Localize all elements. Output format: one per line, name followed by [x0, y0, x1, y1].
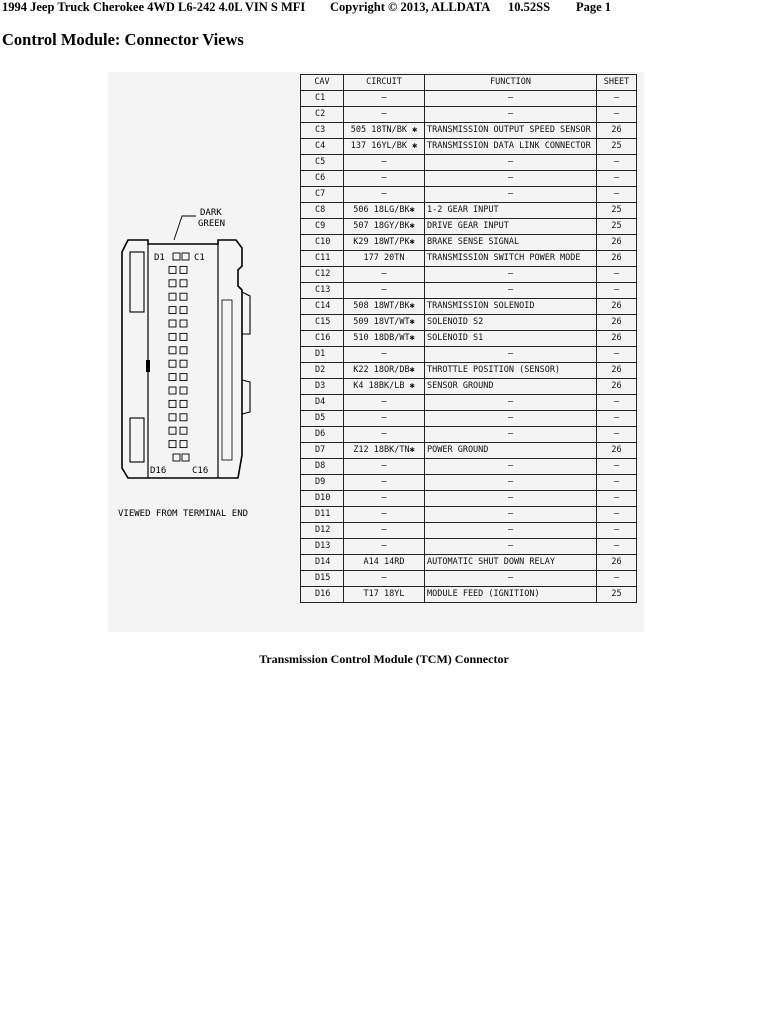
figure-caption: Transmission Control Module (TCM) Connector	[259, 652, 509, 666]
cav-cell: C5	[301, 155, 344, 171]
table-row	[301, 267, 637, 283]
table-row	[301, 491, 637, 507]
connector-tab-right-top	[242, 292, 250, 334]
circuit-cell: 509 18VT/WT✱	[344, 315, 425, 331]
sheet-cell: —	[597, 523, 637, 539]
cav-cell: D2	[301, 363, 344, 379]
circuit-cell: T17 18YL	[344, 587, 425, 603]
function-cell: —	[425, 395, 597, 411]
sheet-cell: 25	[597, 219, 637, 235]
sheet-cell: 26	[597, 123, 637, 139]
circuit-cell: 510 18DB/WT✱	[344, 331, 425, 347]
cav-cell: C15	[301, 315, 344, 331]
function-cell: —	[425, 347, 597, 363]
circuit-cell: —	[344, 507, 425, 523]
sheet-cell: 26	[597, 363, 637, 379]
sheet-cell: —	[597, 187, 637, 203]
table-row	[301, 315, 637, 331]
table-row	[301, 171, 637, 187]
pin-cavity	[169, 266, 176, 273]
cav-cell: C4	[301, 139, 344, 155]
cav-cell: D15	[301, 571, 344, 587]
sheet-cell: —	[597, 283, 637, 299]
function-cell: —	[425, 459, 597, 475]
table-row	[301, 203, 637, 219]
table-row	[301, 443, 637, 459]
sheet-cell: 26	[597, 299, 637, 315]
table-row	[301, 555, 637, 571]
pin-label-c1: C1	[194, 253, 205, 263]
table-row	[301, 251, 637, 267]
circuit-cell: —	[344, 347, 425, 363]
table-row	[301, 123, 637, 139]
pin-cavity	[180, 307, 187, 314]
pin-cavity	[180, 427, 187, 434]
pin-cavity	[182, 454, 189, 461]
cav-cell: D14	[301, 555, 344, 571]
function-cell: —	[425, 539, 597, 555]
circuit-cell: —	[344, 107, 425, 123]
table-row	[301, 235, 637, 251]
circuit-cell: K29 18WT/PK✱	[344, 235, 425, 251]
pin-cavity	[169, 333, 176, 340]
cav-cell: C2	[301, 107, 344, 123]
pin-cavity	[169, 400, 176, 407]
header-page-number: Page 1	[576, 0, 612, 14]
circuit-cell: —	[344, 571, 425, 587]
cav-cell: D3	[301, 379, 344, 395]
cav-cell: C7	[301, 187, 344, 203]
pin-label-c16: C16	[192, 466, 209, 476]
sheet-cell: —	[597, 459, 637, 475]
circuit-cell: —	[344, 427, 425, 443]
pin-cavity	[180, 293, 187, 300]
function-cell: SOLENOID S2	[425, 315, 597, 331]
function-cell: —	[425, 427, 597, 443]
function-cell: —	[425, 523, 597, 539]
pin-cavity	[169, 414, 176, 421]
connector-latch-left-top	[130, 252, 144, 312]
table-header-row	[301, 75, 637, 91]
sheet-cell: —	[597, 491, 637, 507]
function-cell: —	[425, 187, 597, 203]
page-header	[0, 0, 768, 16]
header-copyright: Copyright © 2013, ALLDATA	[330, 0, 491, 14]
pin-cavity	[169, 427, 176, 434]
cav-cell: D4	[301, 395, 344, 411]
cav-cell: D16	[301, 587, 344, 603]
function-cell: BRAKE SENSE SIGNAL	[425, 235, 597, 251]
sheet-cell: 25	[597, 139, 637, 155]
table-row	[301, 475, 637, 491]
cav-cell: D10	[301, 491, 344, 507]
circuit-cell: —	[344, 459, 425, 475]
pin-label-d1: D1	[154, 253, 165, 263]
function-cell: —	[425, 491, 597, 507]
connector-notch-left	[146, 360, 150, 372]
page-title: Control Module: Connector Views	[2, 30, 244, 49]
connector-drawing	[108, 200, 268, 500]
header-sheet: SHEET	[597, 75, 637, 91]
cav-cell: C9	[301, 219, 344, 235]
table-row	[301, 139, 637, 155]
function-cell: —	[425, 155, 597, 171]
pin-cavity	[169, 360, 176, 367]
circuit-cell: —	[344, 523, 425, 539]
circuit-cell: —	[344, 539, 425, 555]
cav-cell: C13	[301, 283, 344, 299]
cav-cell: D13	[301, 539, 344, 555]
sheet-cell: —	[597, 107, 637, 123]
sheet-cell: —	[597, 267, 637, 283]
table-row	[301, 587, 637, 603]
function-cell: —	[425, 91, 597, 107]
pin-cavity	[169, 374, 176, 381]
circuit-cell: 506 18LG/BK✱	[344, 203, 425, 219]
color-label-line2: GREEN	[198, 219, 226, 229]
function-cell: SOLENOID S1	[425, 331, 597, 347]
table-row	[301, 571, 637, 587]
cav-cell: D12	[301, 523, 344, 539]
pin-cavity	[182, 253, 189, 260]
circuit-cell: —	[344, 155, 425, 171]
sheet-cell: 26	[597, 331, 637, 347]
header-cav: CAV	[301, 75, 344, 91]
pin-cavity	[169, 307, 176, 314]
function-cell: TRANSMISSION SWITCH POWER MODE	[425, 251, 597, 267]
table-row	[301, 427, 637, 443]
table-row	[301, 219, 637, 235]
table-row	[301, 507, 637, 523]
circuit-cell: Z12 18BK/TN✱	[344, 443, 425, 459]
pin-cavity	[169, 293, 176, 300]
cav-cell: C11	[301, 251, 344, 267]
pin-cavity	[180, 374, 187, 381]
header-function: FUNCTION	[425, 75, 597, 91]
function-cell: THROTTLE POSITION (SENSOR)	[425, 363, 597, 379]
table-row	[301, 379, 637, 395]
pin-cavity	[180, 387, 187, 394]
table-row	[301, 347, 637, 363]
pin-cavity	[180, 280, 187, 287]
cav-cell: D6	[301, 427, 344, 443]
function-cell: —	[425, 507, 597, 523]
header-code: 10.52SS	[508, 0, 551, 14]
connector-body	[148, 244, 218, 478]
sheet-cell: —	[597, 507, 637, 523]
table-row	[301, 107, 637, 123]
table-row	[301, 187, 637, 203]
cav-cell: D1	[301, 347, 344, 363]
viewed-from-label: VIEWED FROM TERMINAL END	[118, 509, 249, 519]
function-cell: POWER GROUND	[425, 443, 597, 459]
function-cell: TRANSMISSION OUTPUT SPEED SENSOR	[425, 123, 597, 139]
pin-cavity	[180, 360, 187, 367]
pin-grid	[169, 253, 189, 461]
circuit-cell: 507 18GY/BK✱	[344, 219, 425, 235]
table-row	[301, 411, 637, 427]
sheet-cell: 25	[597, 587, 637, 603]
cav-cell: D11	[301, 507, 344, 523]
cav-cell: C1	[301, 91, 344, 107]
cav-cell: D9	[301, 475, 344, 491]
function-cell: —	[425, 571, 597, 587]
pin-cavity	[180, 320, 187, 327]
header-circuit: CIRCUIT	[344, 75, 425, 91]
cav-cell: C12	[301, 267, 344, 283]
function-cell: 1-2 GEAR INPUT	[425, 203, 597, 219]
function-cell: —	[425, 267, 597, 283]
function-cell: SENSOR GROUND	[425, 379, 597, 395]
sheet-cell: 26	[597, 315, 637, 331]
function-cell: —	[425, 171, 597, 187]
circuit-cell: —	[344, 475, 425, 491]
sheet-cell: —	[597, 171, 637, 187]
table-body	[301, 91, 637, 603]
cav-cell: C3	[301, 123, 344, 139]
table-row	[301, 331, 637, 347]
sheet-cell: 26	[597, 379, 637, 395]
connector-rib-right	[222, 300, 232, 460]
pin-cavity	[180, 347, 187, 354]
connector-latch-left-bottom	[130, 418, 144, 462]
color-label-line1: DARK	[200, 208, 222, 218]
pin-cavity	[180, 441, 187, 448]
pin-cavity	[180, 266, 187, 273]
connector-tab-right-bottom	[242, 380, 250, 414]
sheet-cell: —	[597, 395, 637, 411]
circuit-cell: 508 18WT/BK✱	[344, 299, 425, 315]
pin-cavity	[180, 400, 187, 407]
function-cell: DRIVE GEAR INPUT	[425, 219, 597, 235]
cav-cell: C16	[301, 331, 344, 347]
function-cell: —	[425, 411, 597, 427]
circuit-cell: 177 20TN	[344, 251, 425, 267]
function-cell: —	[425, 283, 597, 299]
sheet-cell: 26	[597, 555, 637, 571]
cav-cell: D8	[301, 459, 344, 475]
pin-cavity	[180, 333, 187, 340]
function-cell: MODULE FEED (IGNITION)	[425, 587, 597, 603]
table-row	[301, 523, 637, 539]
pin-cavity	[169, 387, 176, 394]
table-row	[301, 283, 637, 299]
cav-cell: D7	[301, 443, 344, 459]
sheet-cell: 26	[597, 251, 637, 267]
function-cell: —	[425, 107, 597, 123]
pin-cavity	[173, 253, 180, 260]
sheet-cell: —	[597, 475, 637, 491]
function-cell: —	[425, 475, 597, 491]
circuit-cell: K4 18BK/LB ✱	[344, 379, 425, 395]
table-row	[301, 459, 637, 475]
table-row	[301, 539, 637, 555]
pin-label-d16: D16	[150, 466, 167, 476]
pin-cavity	[169, 280, 176, 287]
circuit-cell: —	[344, 267, 425, 283]
sheet-cell: —	[597, 347, 637, 363]
circuit-cell: —	[344, 395, 425, 411]
pin-cavity	[169, 347, 176, 354]
cav-cell: C14	[301, 299, 344, 315]
header-vehicle: 1994 Jeep Truck Cherokee 4WD L6-242 4.0L VIN S MFI	[2, 0, 306, 14]
sheet-cell: 26	[597, 443, 637, 459]
connector-housing	[122, 240, 242, 478]
cav-cell: C10	[301, 235, 344, 251]
function-cell: AUTOMATIC SHUT DOWN RELAY	[425, 555, 597, 571]
circuit-cell: —	[344, 187, 425, 203]
table-row	[301, 155, 637, 171]
table-row	[301, 363, 637, 379]
cav-cell: D5	[301, 411, 344, 427]
circuit-cell: —	[344, 171, 425, 187]
sheet-cell: —	[597, 155, 637, 171]
sheet-cell: —	[597, 411, 637, 427]
table-row	[301, 91, 637, 107]
circuit-cell: —	[344, 283, 425, 299]
pin-cavity	[169, 320, 176, 327]
circuit-cell: —	[344, 491, 425, 507]
circuit-cell: A14 14RD	[344, 555, 425, 571]
cav-cell: C6	[301, 171, 344, 187]
sheet-cell: —	[597, 91, 637, 107]
circuit-cell: —	[344, 91, 425, 107]
color-label-leader	[174, 216, 196, 240]
sheet-cell: 26	[597, 235, 637, 251]
circuit-cell: 137 16YL/BK ✱	[344, 139, 425, 155]
pin-cavity	[173, 454, 180, 461]
pin-cavity	[169, 441, 176, 448]
sheet-cell: —	[597, 571, 637, 587]
table-row	[301, 299, 637, 315]
sheet-cell: 25	[597, 203, 637, 219]
cav-cell: C8	[301, 203, 344, 219]
sheet-cell: —	[597, 539, 637, 555]
function-cell: TRANSMISSION DATA LINK CONNECTOR	[425, 139, 597, 155]
circuit-cell: K22 18OR/DB✱	[344, 363, 425, 379]
circuit-cell: —	[344, 411, 425, 427]
pin-cavity	[180, 414, 187, 421]
circuit-cell: 505 18TN/BK ✱	[344, 123, 425, 139]
cavity-table	[300, 74, 637, 603]
table-row	[301, 395, 637, 411]
function-cell: TRANSMISSION SOLENOID	[425, 299, 597, 315]
sheet-cell: —	[597, 427, 637, 443]
